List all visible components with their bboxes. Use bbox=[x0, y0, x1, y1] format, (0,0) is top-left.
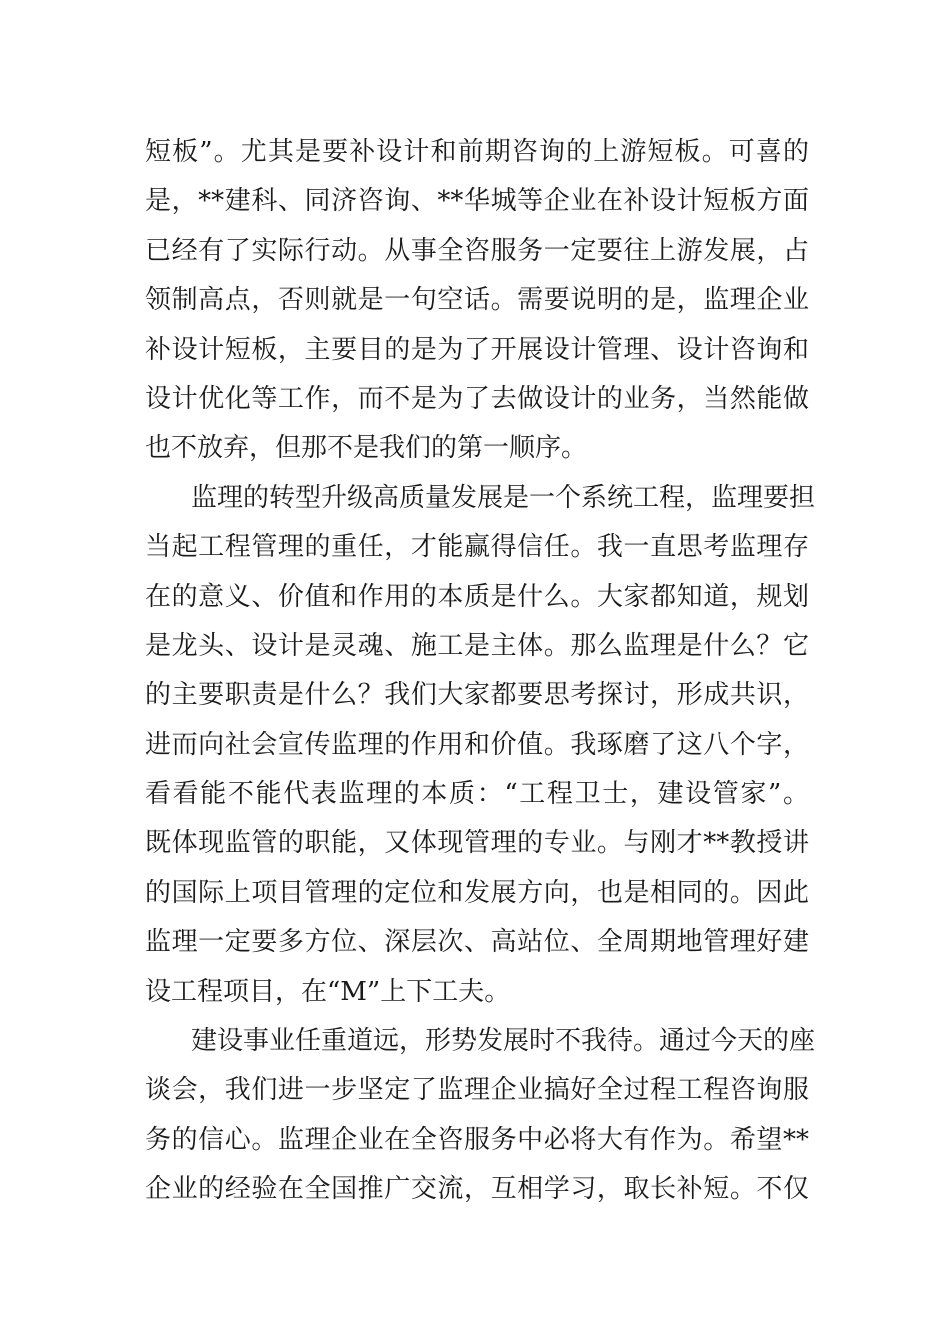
p2-line-10: 监理一定要多方位、深层次、高站位、全周期地管理好建 bbox=[145, 927, 809, 958]
p2-line-3: 在的意义、价值和作用的本质是什么。大家都知道，规划 bbox=[145, 581, 809, 612]
p1-line-1: 短板”。尤其是要补设计和前期咨询的上游短板。可喜的 bbox=[145, 137, 809, 167]
p1-line-6: 设计优化等工作，而不是为了去做设计的业务，当然能做 bbox=[145, 383, 809, 414]
p2-line-7: 看看能不能代表监理的本质：“工程卫士，建设管家”。 bbox=[145, 779, 809, 810]
p2-line-6: 进而向社会宣传监理的作用和价值。我琢磨了这八个字， bbox=[145, 729, 809, 760]
p2-line-1: 监理的转型升级高质量发展是一个系统工程，监理要担 bbox=[191, 482, 816, 513]
p3-line-1: 建设事业任重道远，形势发展时不我待。通过今天的座 bbox=[191, 1026, 816, 1057]
p2-line-5: 的主要职责是什么？我们大家都要思考探讨，形成共识， bbox=[145, 680, 809, 711]
p2-line-11: 设工程项目，在“M”上下工夫。 bbox=[145, 976, 511, 1007]
p3-line-2: 谈会，我们进一步坚定了监理企业搞好全过程工程咨询服 bbox=[145, 1075, 809, 1106]
p2-line-9: 的国际上项目管理的定位和发展方向，也是相同的。因此 bbox=[145, 877, 809, 908]
p1-line-2: 是，**建科、同济咨询、**华城等企业在补设计短板方面 bbox=[145, 186, 809, 217]
p1-line-3: 已经有了实际行动。从事全咨服务一定要往上游发展，占 bbox=[145, 235, 809, 266]
p2-line-4: 是龙头、设计是灵魂、施工是主体。那么监理是什么？它 bbox=[145, 630, 809, 661]
p1-line-4: 领制高点，否则就是一句空话。需要说明的是，监理企业 bbox=[145, 285, 809, 316]
p1-line-7: 也不放弃，但那不是我们的第一顺序。 bbox=[145, 433, 588, 464]
p3-line-3: 务的信心。监理企业在全咨服务中必将大有作为。希望** bbox=[145, 1124, 809, 1155]
p3-line-4: 企业的经验在全国推广交流，互相学习，取长补短。不仅 bbox=[145, 1174, 809, 1205]
p2-line-8: 既体现监管的职能，又体现管理的专业。与刚才**教授讲 bbox=[145, 828, 809, 859]
p2-line-2: 当起工程管理的重任，才能赢得信任。我一直思考监理存 bbox=[145, 532, 809, 563]
body-text bbox=[145, 128, 816, 1215]
p1-line-5: 补设计短板，主要目的是为了开展设计管理、设计咨询和 bbox=[145, 334, 809, 365]
